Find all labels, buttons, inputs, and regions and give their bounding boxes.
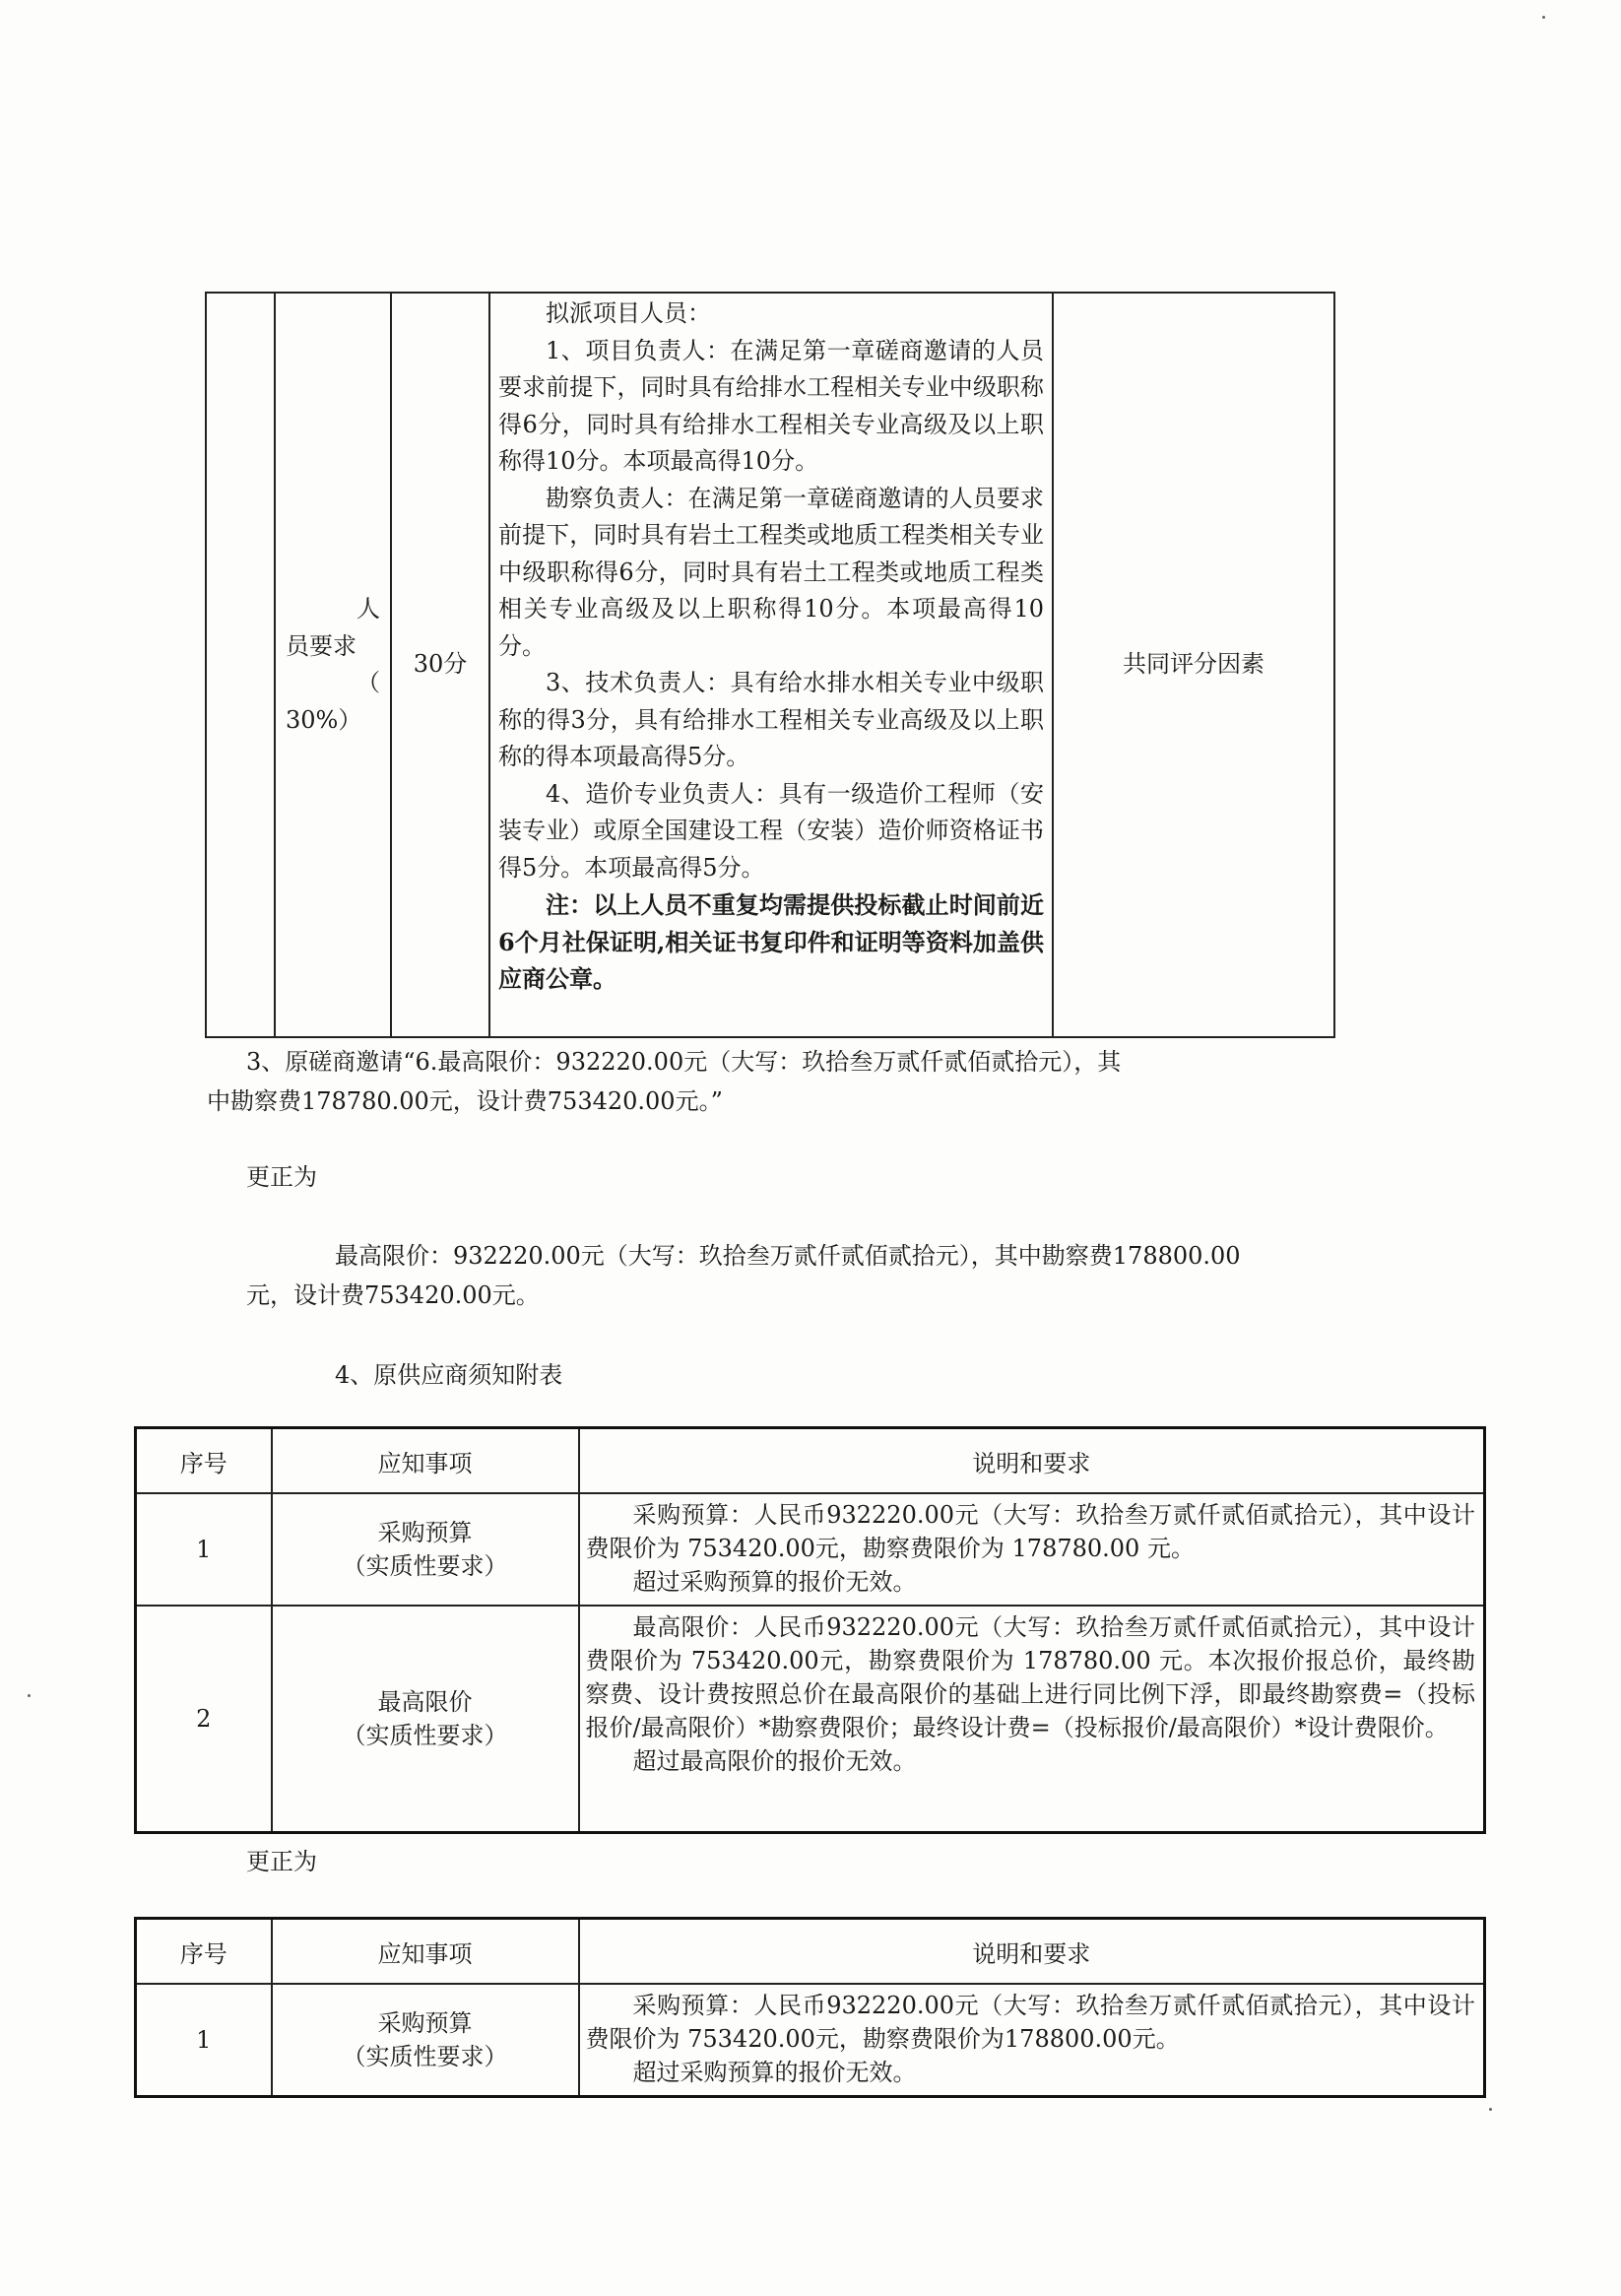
- row-number: 1: [136, 1493, 272, 1606]
- scan-speck: [1489, 2108, 1492, 2111]
- criterion-line: （: [357, 669, 380, 696]
- original-notice-table: [134, 1426, 1486, 1834]
- desc-paragraph: 采购预算：人民币932220.00元（大写：玖拾叁万贰仟贰佰贰拾元），其中设计费限价为 753420.00元，勘察费限价为178800.00元。: [585, 1992, 1475, 2053]
- remark-cell: 共同评分因素: [1053, 293, 1334, 1037]
- content-paragraph: 4、造价专业负责人：具有一级造价工程师（安装专业）或原全国建设工程（安装）造价师资格证书得5分。本项最高得5分。: [498, 779, 1044, 882]
- item-line: （实质性要求）: [342, 1552, 508, 1580]
- desc-cell: [579, 1493, 1485, 1606]
- scan-speck: [1542, 16, 1545, 19]
- empty-cell: [206, 293, 275, 1037]
- table-header-row: [136, 1428, 1485, 1494]
- content-paragraph: 拟派项目人员：: [546, 299, 711, 327]
- desc-cell: [579, 1984, 1485, 2096]
- item-line: （实质性要求）: [342, 1721, 508, 1749]
- criterion-line: 人: [357, 595, 380, 623]
- paragraph-line: 最高限价：932220.00元（大写：玖拾叁万贰仟贰佰贰拾元），其中勘察费178800.00: [335, 1242, 1241, 1270]
- desc-cell: [579, 1606, 1485, 1832]
- paragraph-line: 中勘察费178780.00元，设计费753420.00元。”: [207, 1087, 723, 1115]
- content-paragraph: 3、技术负责人：具有给水排水相关专业中级职称的得3分，具有给排水工程相关专业高级及以上职称的得本项最高得5分。: [498, 669, 1044, 770]
- item-line: 最高限价: [377, 1687, 473, 1716]
- desc-paragraph: 最高限价：人民币932220.00元（大写：玖拾叁万贰仟贰佰贰拾元），其中设计费限价为 753420.00元，勘察费限价为 178780.00 元。本次报价报总价，最终勘察费、设计费按照总价在最高限价的基础上进行同比例下浮，即最终勘察费=（投标报价/最高限价）*勘察费限价；最终设计费=（投标报价/最高限价）*设计费限价。: [585, 1613, 1475, 1741]
- scan-speck: [28, 1694, 31, 1697]
- score-cell: 30分: [391, 293, 489, 1037]
- item-line: 采购预算: [377, 2008, 473, 2037]
- table-row: [136, 1606, 1485, 1832]
- row-number: 2: [136, 1606, 272, 1832]
- table-row: [136, 1984, 1485, 2096]
- item-cell: [272, 1984, 579, 2096]
- row-number: 1: [136, 1984, 272, 2096]
- criterion-line: 员要求: [286, 631, 357, 660]
- header-cell: 应知事项: [272, 1919, 579, 1985]
- table-row: [136, 1493, 1485, 1606]
- corrected-notice-table: [134, 1917, 1486, 2098]
- scoring-table: [205, 292, 1335, 1038]
- paragraph-line: 3、原磋商邀请“6.最高限价：932220.00元（大写：玖拾叁万贰仟贰佰贰拾元），其: [246, 1048, 1122, 1076]
- header-cell: 序号: [136, 1428, 272, 1494]
- item-line: （实质性要求）: [342, 2042, 508, 2070]
- original-max-price-paragraph: [207, 1042, 1379, 1121]
- header-cell: 序号: [136, 1919, 272, 1985]
- note-paragraph: 注：以上人员不重复均需提供投标截止时间前近6个月社保证明,相关证书复印件和证明等资料加盖供应商公章。: [498, 890, 1044, 993]
- criterion-line: 30%）: [286, 705, 362, 734]
- correction-label: 更正为: [246, 1163, 317, 1191]
- corrected-max-price-paragraph: [246, 1236, 1379, 1315]
- item-cell: [272, 1493, 579, 1606]
- paragraph-line: 元，设计费753420.00元。: [246, 1281, 540, 1309]
- table-row: [206, 293, 1334, 1037]
- desc-paragraph: 采购预算：人民币932220.00元（大写：玖拾叁万贰仟贰佰贰拾元），其中设计费限价为 753420.00元，勘察费限价为 178780.00 元。: [585, 1501, 1475, 1562]
- section-heading: 4、原供应商须知附表: [335, 1361, 563, 1389]
- desc-paragraph: 超过采购预算的报价无效。: [632, 1568, 917, 1596]
- header-cell: 应知事项: [272, 1428, 579, 1494]
- table-header-row: [136, 1919, 1485, 1985]
- correction-label: 更正为: [246, 1848, 317, 1875]
- content-paragraph: 1、项目负责人：在满足第一章磋商邀请的人员要求前提下，同时具有给排水工程相关专业中级职称得6分，同时具有给排水工程相关专业高级及以上职称得10分。本项最高得10分。: [498, 336, 1044, 475]
- criterion-cell: [275, 293, 391, 1037]
- header-cell: 说明和要求: [579, 1428, 1485, 1494]
- header-cell: 说明和要求: [579, 1919, 1485, 1985]
- desc-paragraph: 超过采购预算的报价无效。: [632, 2059, 917, 2086]
- item-cell: [272, 1606, 579, 1832]
- desc-paragraph: 超过最高限价的报价无效。: [632, 1747, 917, 1775]
- content-paragraph: 勘察负责人：在满足第一章磋商邀请的人员要求前提下，同时具有岩土工程类或地质工程类相关专业中级职称得6分，同时具有岩土工程类或地质工程类相关专业高级及以上职称得10分。本项最高得10分。: [498, 484, 1044, 660]
- item-line: 采购预算: [377, 1519, 473, 1546]
- scoring-content-cell: [489, 293, 1053, 1037]
